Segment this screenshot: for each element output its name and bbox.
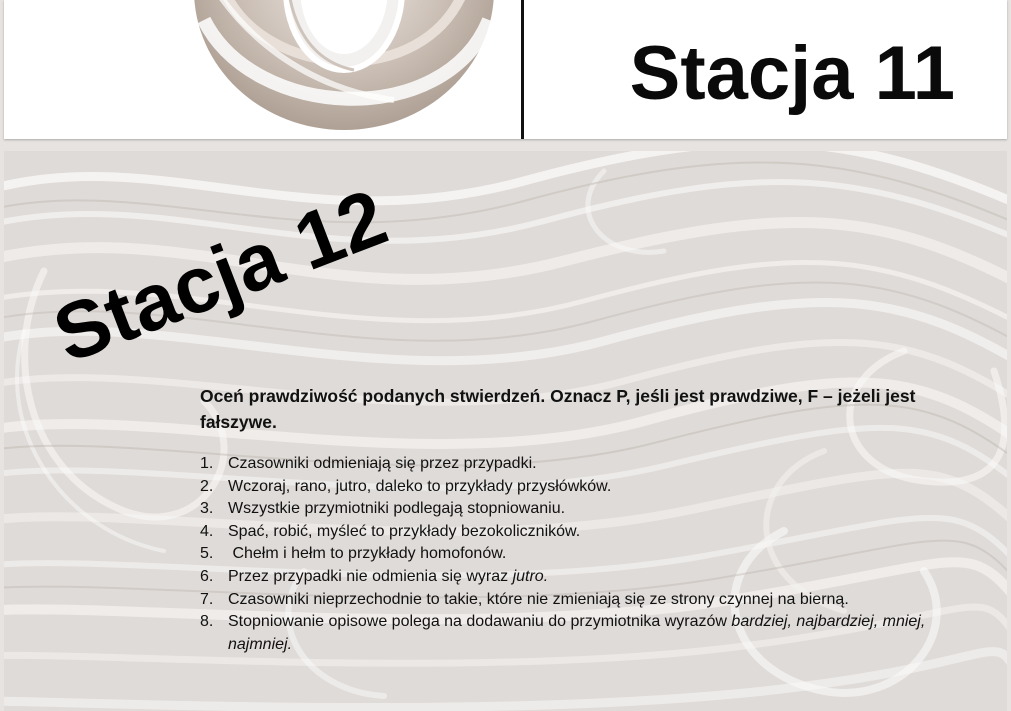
- list-item: [200, 543, 980, 566]
- task-content: [200, 383, 980, 656]
- list-item-text: Przez przypadki nie odmienia się wyraz: [228, 567, 513, 585]
- list-item-text: Chełm i hełm to przykłady homofonów.: [228, 545, 507, 563]
- list-item-number: 5.: [200, 545, 214, 563]
- slide-stacja-12[interactable]: [4, 151, 1007, 711]
- list-item: [200, 566, 980, 589]
- list-item: [200, 589, 980, 612]
- slide-title-stacja-11: Stacja 11: [629, 31, 955, 116]
- slide-stacja-11[interactable]: [4, 0, 1007, 139]
- list-item-italic-text: bardziej, najbardziej, mniej, najmniej.: [228, 613, 926, 653]
- list-item: [200, 498, 980, 521]
- list-item-text: Stopniowanie opisowe polega na dodawaniu do przymiotnika wyrazów: [228, 613, 732, 631]
- statements-list: [200, 453, 980, 656]
- list-item-number: 4.: [200, 522, 214, 540]
- decorative-swirl-image: [194, 0, 494, 130]
- list-item-text: Czasowniki nieprzechodnie to takie, które nie zmieniają się ze strony czynnej na bierną.: [228, 590, 849, 608]
- list-item-number: 1.: [200, 455, 214, 472]
- slide-title-stacja-12: Stacja 12: [42, 172, 398, 380]
- list-item-text: Czasowniki odmieniają się przez przypadki.: [228, 455, 537, 472]
- list-item-text: Spać, robić, myśleć to przykłady bezokoliczników.: [228, 522, 581, 540]
- list-item: [200, 476, 980, 499]
- list-item-number: 7.: [200, 590, 214, 608]
- list-item: [200, 453, 980, 476]
- list-item-number: 6.: [200, 567, 214, 585]
- vertical-divider: [521, 0, 524, 139]
- list-item-number: 8.: [200, 613, 214, 631]
- list-item-number: 2.: [200, 477, 214, 495]
- list-item-italic-text: jutro.: [512, 567, 549, 585]
- list-item-number: 3.: [200, 500, 214, 518]
- list-item-text: Wszystkie przymiotniki podlegają stopniowaniu.: [228, 500, 566, 518]
- list-item: [200, 611, 980, 656]
- task-instruction: Oceń prawdziwość podanych stwierdzeń. Oznacz P, jeśli jest prawdziwe, F – jeżeli jest fałszywe.: [200, 386, 916, 432]
- list-item-text: Wczoraj, rano, jutro, daleko to przykłady przysłówków.: [228, 477, 612, 495]
- list-item: [200, 521, 980, 544]
